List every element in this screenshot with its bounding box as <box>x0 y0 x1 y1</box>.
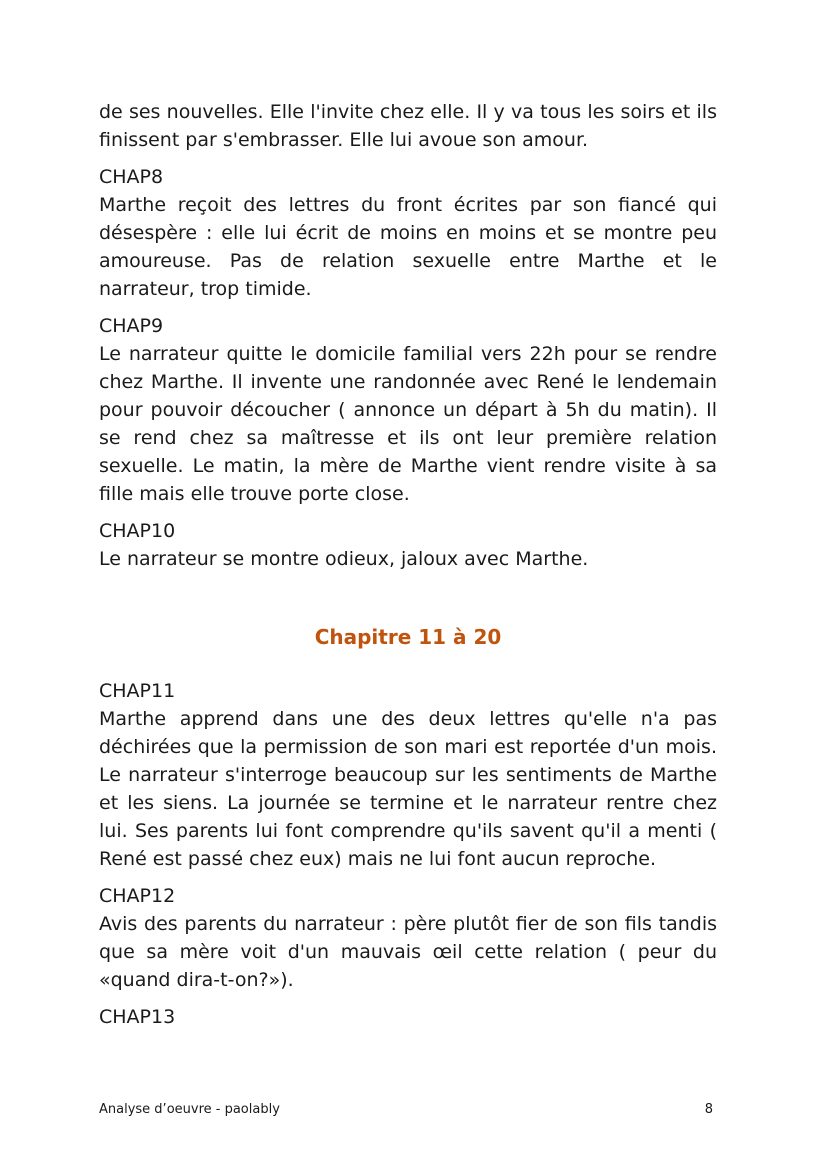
chapter-block <box>99 882 717 994</box>
footer-title: Analyse d’oeuvre - paolably <box>99 1102 280 1117</box>
intro-paragraph: de ses nouvelles. Elle l'invite chez elle. Il y va tous les soirs et ils finissent par s'embrasser. Elle lui avoue son amour. <box>99 101 717 151</box>
chapter-block <box>99 517 717 573</box>
page-number: 8 <box>704 1102 713 1117</box>
chapter-label: CHAP8 <box>99 166 164 188</box>
chapter-block <box>99 163 717 303</box>
chapter-label: CHAP10 <box>99 520 176 542</box>
intro-block <box>99 98 717 154</box>
chapter-summary: Marthe apprend dans une des deux lettres qu'elle n'a pas déchirées que la permission de son mari est reportée d'un mois. Le narrateur s'interroge beaucoup sur les sentiments de Marthe et les siens. La journée se termine et le narrateur rentre chez lui. Ses parents lui font comprendre qu'ils savent qu'il a menti ( René est passé chez eux) mais ne lui font aucun reproche. <box>99 708 717 870</box>
chapter-block <box>99 1003 717 1031</box>
page-content <box>99 98 717 1040</box>
chapter-block <box>99 312 717 508</box>
chapter-label: CHAP9 <box>99 315 164 337</box>
chapter-label: CHAP11 <box>99 680 176 702</box>
chapter-label: CHAP13 <box>99 1006 176 1028</box>
chapter-summary: Le narrateur se montre odieux, jaloux avec Marthe. <box>99 548 589 570</box>
chapter-summary: Le narrateur quitte le domicile familial vers 22h pour se rendre chez Marthe. Il invente une randonnée avec René le lendemain pour pouvoir découcher ( annonce un départ à 5h du matin). Il se rend chez sa maîtresse et ils ont leur première relation sexuelle. Le matin, la mère de Marthe vient rendre visite à sa fille mais elle trouve porte close. <box>99 343 717 505</box>
section-heading: Chapitre 11 à 20 <box>314 625 502 649</box>
chapter-label: CHAP12 <box>99 885 176 907</box>
chapter-summary: Marthe reçoit des lettres du front écrites par son fiancé qui désespère : elle lui écrit de moins en moins et se montre peu amoureuse. Pas de relation sexuelle entre Marthe et le narrateur, trop timide. <box>99 194 717 300</box>
chapter-summary: Avis des parents du narrateur : père plutôt fier de son fils tandis que sa mère voit d'un mauvais œil cette relation ( peur du «quand dira-t-on?»). <box>99 913 717 991</box>
chapter-block <box>99 677 717 873</box>
